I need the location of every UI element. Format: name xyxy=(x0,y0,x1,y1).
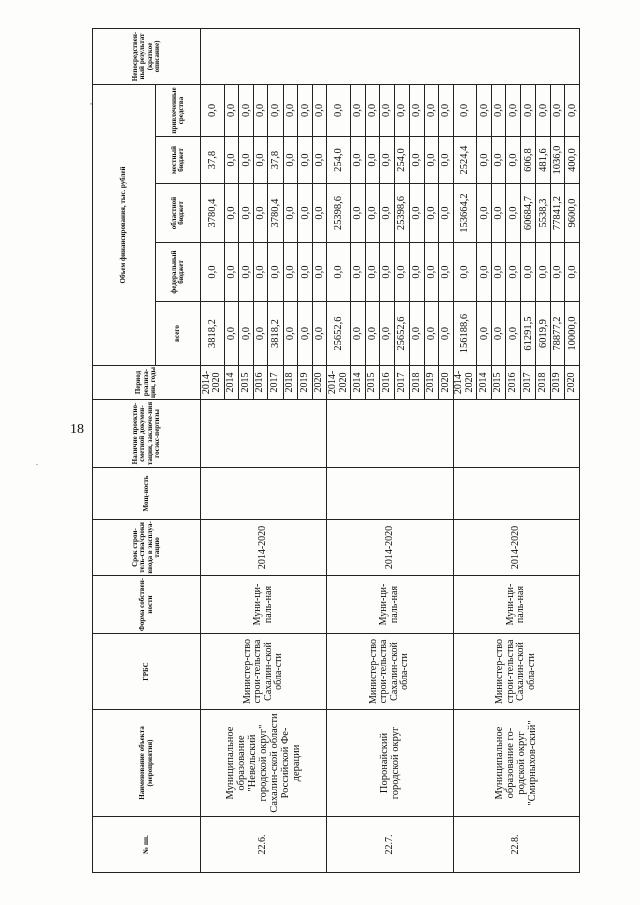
result-cell xyxy=(201,28,580,84)
period-cell: 2018 xyxy=(410,366,424,400)
federal-cell: 0,0 xyxy=(410,243,424,302)
period-cell: 2016 xyxy=(253,366,267,400)
header-period: Период реализа-ции, годы xyxy=(93,366,201,400)
header-total: всего xyxy=(156,302,201,366)
total-cell: 6019,9 xyxy=(536,302,550,366)
local-cell: 606,8 xyxy=(520,137,536,184)
total-cell: 0,0 xyxy=(253,302,267,366)
attracted-cell: 0,0 xyxy=(550,84,564,136)
federal-cell: 0,0 xyxy=(201,243,225,302)
federal-cell: 0,0 xyxy=(491,243,505,302)
table-body xyxy=(201,28,580,872)
regional-cell: 0,0 xyxy=(424,184,438,243)
total-cell: 0,0 xyxy=(298,302,312,366)
header-federal: федеральный бюджет xyxy=(156,243,201,302)
docs-cell xyxy=(327,400,453,468)
total-cell: 0,0 xyxy=(439,302,453,366)
attracted-cell: 0,0 xyxy=(506,84,520,136)
regional-cell: 0,0 xyxy=(239,184,253,243)
regional-cell: 0,0 xyxy=(506,184,520,243)
period-cell: 2014 xyxy=(477,366,491,400)
attracted-cell: 0,0 xyxy=(439,84,453,136)
total-cell: 0,0 xyxy=(410,302,424,366)
header-capacity: Мощ-ность xyxy=(93,468,201,520)
total-cell: 0,0 xyxy=(506,302,520,366)
local-cell: 0,0 xyxy=(224,137,238,184)
period-cell: 2018 xyxy=(283,366,297,400)
local-cell: 0,0 xyxy=(298,137,312,184)
total-cell: 0,0 xyxy=(351,302,365,366)
federal-cell: 0,0 xyxy=(550,243,564,302)
period-cell: 2015 xyxy=(365,366,379,400)
docs-cell xyxy=(453,400,580,468)
rotated-table-container xyxy=(92,29,580,873)
attracted-cell: 0,0 xyxy=(224,84,238,136)
period-cell: 2020 xyxy=(439,366,453,400)
local-cell: 1036,0 xyxy=(550,137,564,184)
federal-cell: 0,0 xyxy=(365,243,379,302)
capacity-cell xyxy=(327,468,453,520)
total-cell: 0,0 xyxy=(224,302,238,366)
total-cell: 0,0 xyxy=(312,302,326,366)
item-number: 22.7. xyxy=(327,817,453,873)
local-cell: 400,0 xyxy=(565,137,580,184)
total-cell: 0,0 xyxy=(491,302,505,366)
attracted-cell: 0,0 xyxy=(239,84,253,136)
federal-cell: 0,0 xyxy=(506,243,520,302)
header-num: № пп. xyxy=(93,817,201,873)
header-result: Непосредствен-ный результат (краткое описание) xyxy=(93,28,201,84)
federal-cell: 0,0 xyxy=(477,243,491,302)
grbs-name: Министер-ство строи-тельства Сахалин-ской обла-сти xyxy=(453,634,580,710)
total-cell: 78877,2 xyxy=(550,302,564,366)
total-cell: 3818,2 xyxy=(268,302,284,366)
regional-cell: 0,0 xyxy=(477,184,491,243)
regional-cell: 3780,4 xyxy=(268,184,284,243)
page-number: 18 xyxy=(70,422,84,437)
attracted-cell: 0,0 xyxy=(424,84,438,136)
regional-cell: 0,0 xyxy=(351,184,365,243)
federal-cell: 0,0 xyxy=(380,243,394,302)
object-name: Муниципальное образование "Невельский городской округ" Сахалин-ской области Российской Фе-дерации xyxy=(201,710,327,817)
local-cell: 0,0 xyxy=(351,137,365,184)
federal-cell: 0,0 xyxy=(298,243,312,302)
local-cell: 0,0 xyxy=(380,137,394,184)
scan-mark: . xyxy=(36,458,38,467)
federal-cell: 0,0 xyxy=(439,243,453,302)
capacity-cell xyxy=(201,468,327,520)
regional-cell: 0,0 xyxy=(439,184,453,243)
object-name: Муниципальное образование го-родской округ "Смирныхов-ский" xyxy=(453,710,580,817)
header-grbs: ГРБС xyxy=(93,634,201,710)
regional-cell: 0,0 xyxy=(224,184,238,243)
total-cell: 61291,5 xyxy=(520,302,536,366)
local-cell: 0,0 xyxy=(239,137,253,184)
federal-cell: 0,0 xyxy=(424,243,438,302)
item-number: 22.8. xyxy=(453,817,580,873)
federal-cell: 0,0 xyxy=(453,243,477,302)
local-cell: 2524,4 xyxy=(453,137,477,184)
regional-cell: 5538,3 xyxy=(536,184,550,243)
local-cell: 0,0 xyxy=(477,137,491,184)
object-name: Поронайский городской округ xyxy=(327,710,453,817)
period-cell: 2016 xyxy=(506,366,520,400)
capacity-cell xyxy=(453,468,580,520)
regional-cell: 0,0 xyxy=(283,184,297,243)
period-cell: 2019 xyxy=(298,366,312,400)
table-row xyxy=(327,28,351,872)
scan-mark: , xyxy=(90,97,92,106)
period-cell: 2019 xyxy=(424,366,438,400)
local-cell: 0,0 xyxy=(424,137,438,184)
attracted-cell: 0,0 xyxy=(283,84,297,136)
total-cell: 10000,0 xyxy=(565,302,580,366)
attracted-cell: 0,0 xyxy=(253,84,267,136)
attracted-cell: 0,0 xyxy=(201,84,225,136)
funding-table xyxy=(92,28,580,873)
local-cell: 0,0 xyxy=(410,137,424,184)
federal-cell: 0,0 xyxy=(520,243,536,302)
total-cell: 0,0 xyxy=(477,302,491,366)
regional-cell: 0,0 xyxy=(312,184,326,243)
period-cell: 2015 xyxy=(239,366,253,400)
regional-cell: 0,0 xyxy=(253,184,267,243)
attracted-cell: 0,0 xyxy=(565,84,580,136)
local-cell: 0,0 xyxy=(365,137,379,184)
header-attracted: привлеченные средства xyxy=(156,84,201,136)
period-cell: 2017 xyxy=(268,366,284,400)
federal-cell: 0,0 xyxy=(239,243,253,302)
local-cell: 37,8 xyxy=(201,137,225,184)
attracted-cell: 0,0 xyxy=(520,84,536,136)
attracted-cell: 0,0 xyxy=(327,84,351,136)
table-row xyxy=(453,28,477,872)
regional-cell: 60684,7 xyxy=(520,184,536,243)
total-cell: 0,0 xyxy=(424,302,438,366)
regional-cell: 25398,6 xyxy=(327,184,351,243)
period-cell: 2014-2020 xyxy=(453,366,477,400)
local-cell: 0,0 xyxy=(439,137,453,184)
local-cell: 37,8 xyxy=(268,137,284,184)
federal-cell: 0,0 xyxy=(327,243,351,302)
period-cell: 2020 xyxy=(312,366,326,400)
attracted-cell: 0,0 xyxy=(477,84,491,136)
regional-cell: 153664,2 xyxy=(453,184,477,243)
federal-cell: 0,0 xyxy=(565,243,580,302)
period-cell: 2014-2020 xyxy=(327,366,351,400)
attracted-cell: 0,0 xyxy=(491,84,505,136)
period-cell: 2017 xyxy=(520,366,536,400)
attracted-cell: 0,0 xyxy=(453,84,477,136)
regional-cell: 0,0 xyxy=(410,184,424,243)
federal-cell: 0,0 xyxy=(283,243,297,302)
docs-cell xyxy=(201,400,327,468)
attracted-cell: 0,0 xyxy=(298,84,312,136)
federal-cell: 0,0 xyxy=(394,243,410,302)
regional-cell: 25398,6 xyxy=(394,184,410,243)
total-cell: 0,0 xyxy=(365,302,379,366)
attracted-cell: 0,0 xyxy=(380,84,394,136)
regional-cell: 77841,2 xyxy=(550,184,564,243)
header-regional: областной бюджет xyxy=(156,184,201,243)
period-cell: 2017 xyxy=(394,366,410,400)
total-cell: 0,0 xyxy=(380,302,394,366)
header-local: местный бюджет xyxy=(156,137,201,184)
total-cell: 3818,2 xyxy=(201,302,225,366)
local-cell: 0,0 xyxy=(312,137,326,184)
total-cell: 25652,6 xyxy=(327,302,351,366)
local-cell: 0,0 xyxy=(491,137,505,184)
period-cell: 2020 xyxy=(565,366,580,400)
period-cell: 2019 xyxy=(550,366,564,400)
ownership-form: Муни-ци-паль-ная xyxy=(453,576,580,634)
construction-term: 2014-2020 xyxy=(201,520,327,576)
regional-cell: 0,0 xyxy=(380,184,394,243)
local-cell: 481,6 xyxy=(536,137,550,184)
attracted-cell: 0,0 xyxy=(365,84,379,136)
regional-cell: 0,0 xyxy=(491,184,505,243)
header-funding: Объем финансирования, тыс. рублей xyxy=(93,84,156,365)
regional-cell: 3780,4 xyxy=(201,184,225,243)
item-number: 22.6. xyxy=(201,817,327,873)
local-cell: 0,0 xyxy=(506,137,520,184)
total-cell: 0,0 xyxy=(239,302,253,366)
federal-cell: 0,0 xyxy=(536,243,550,302)
period-cell: 2014-2020 xyxy=(201,366,225,400)
attracted-cell: 0,0 xyxy=(410,84,424,136)
period-cell: 2015 xyxy=(491,366,505,400)
federal-cell: 0,0 xyxy=(224,243,238,302)
local-cell: 0,0 xyxy=(283,137,297,184)
grbs-name: Министер-ство строи-тельства Сахалин-ской обла-сти xyxy=(327,634,453,710)
header-term: Срок строи-тель-ства/сроки ввода в эксплуа-тацию xyxy=(93,520,201,576)
local-cell: 254,0 xyxy=(394,137,410,184)
attracted-cell: 0,0 xyxy=(312,84,326,136)
total-cell: 25652,6 xyxy=(394,302,410,366)
attracted-cell: 0,0 xyxy=(351,84,365,136)
regional-cell: 0,0 xyxy=(365,184,379,243)
total-cell: 0,0 xyxy=(283,302,297,366)
local-cell: 0,0 xyxy=(253,137,267,184)
attracted-cell: 0,0 xyxy=(394,84,410,136)
federal-cell: 0,0 xyxy=(268,243,284,302)
attracted-cell: 0,0 xyxy=(268,84,284,136)
header-ownership: Форма собствен-ности xyxy=(93,576,201,634)
construction-term: 2014-2020 xyxy=(327,520,453,576)
ownership-form: Муни-ци-паль-ная xyxy=(201,576,327,634)
period-cell: 2018 xyxy=(536,366,550,400)
period-cell: 2014 xyxy=(224,366,238,400)
ownership-form: Муни-ци-паль-ная xyxy=(327,576,453,634)
local-cell: 254,0 xyxy=(327,137,351,184)
total-cell: 156188,6 xyxy=(453,302,477,366)
period-cell: 2016 xyxy=(380,366,394,400)
period-cell: 2014 xyxy=(351,366,365,400)
federal-cell: 0,0 xyxy=(351,243,365,302)
construction-term: 2014-2020 xyxy=(453,520,580,576)
grbs-name: Министер-ство строи-тельства Сахалин-ской обла-сти xyxy=(201,634,327,710)
regional-cell: 0,0 xyxy=(298,184,312,243)
table-row xyxy=(201,28,225,872)
regional-cell: 9600,0 xyxy=(565,184,580,243)
federal-cell: 0,0 xyxy=(312,243,326,302)
federal-cell: 0,0 xyxy=(253,243,267,302)
header-docs: Наличие проектно-сметной докумен-тации, заключе-ния госэкс-пертизы xyxy=(93,400,201,468)
attracted-cell: 0,0 xyxy=(536,84,550,136)
header-name: Наименование объекта (мероприятия) xyxy=(93,710,201,817)
